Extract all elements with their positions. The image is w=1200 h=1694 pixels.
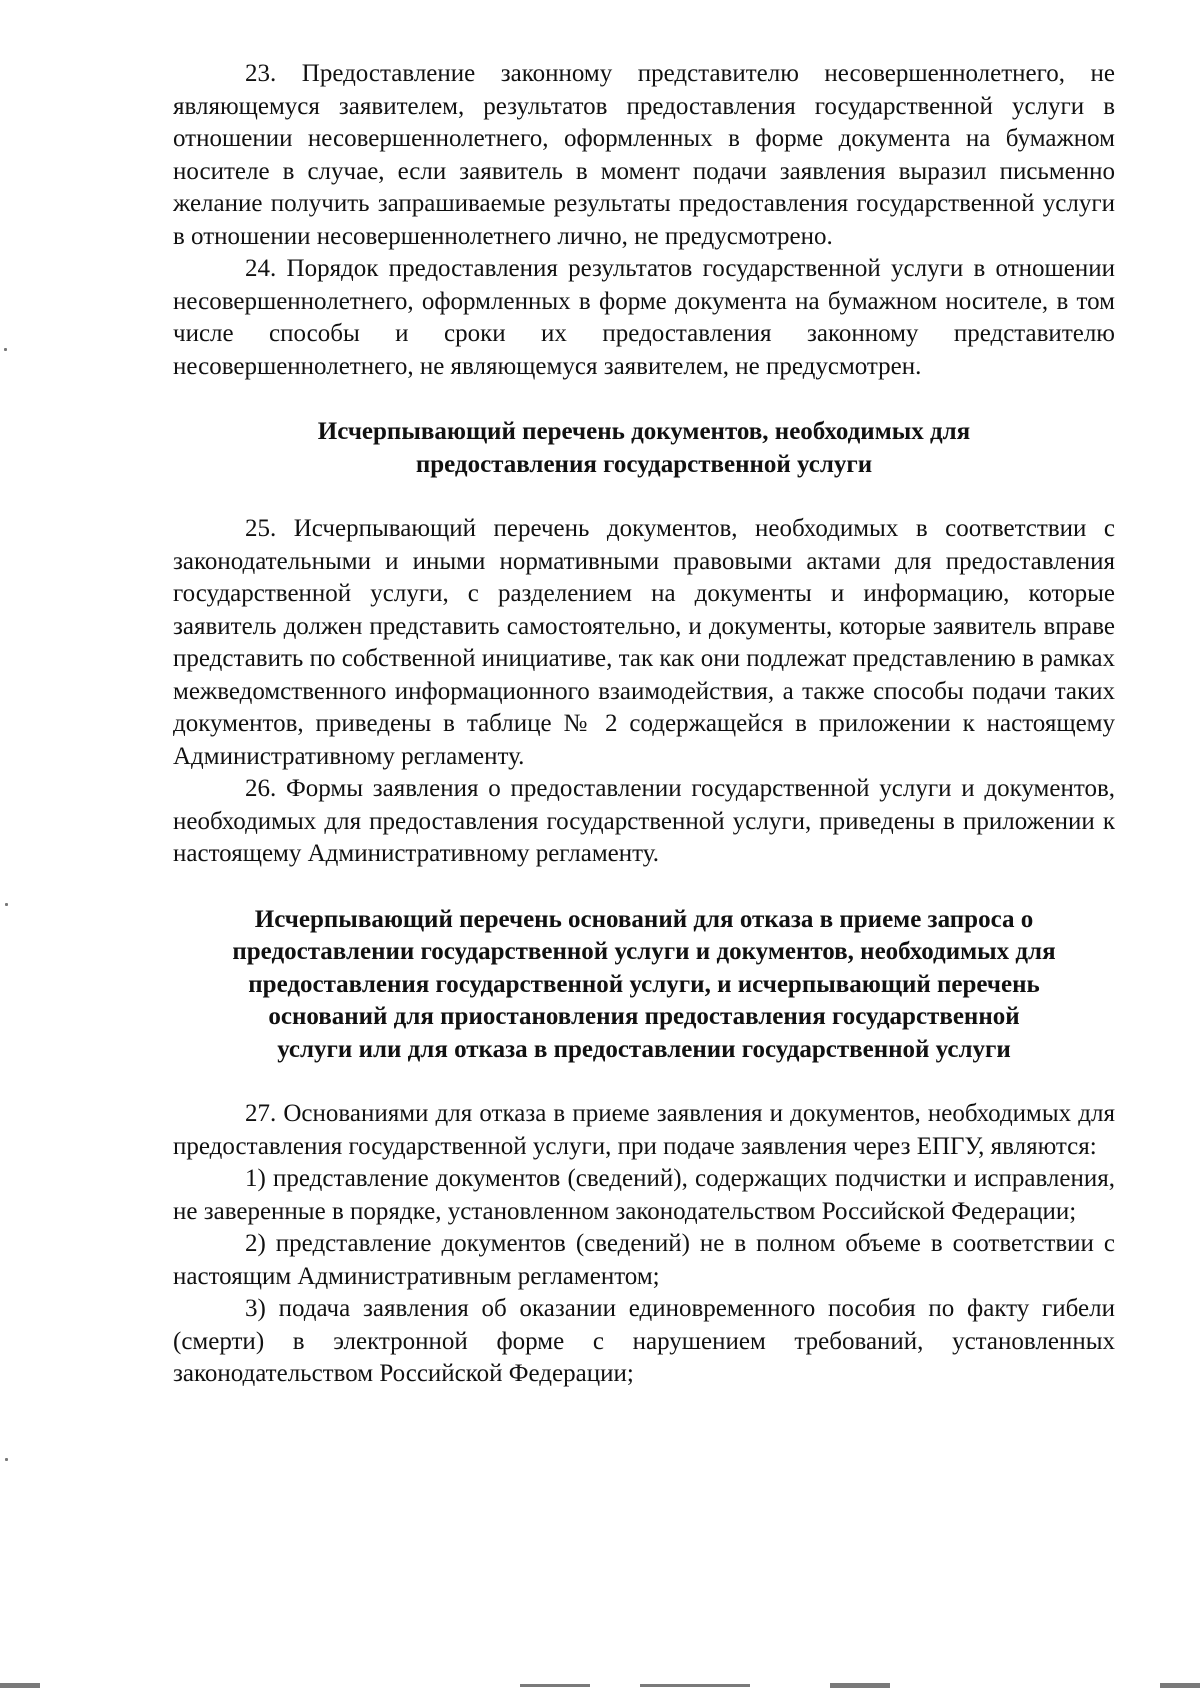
paragraph-24: 24. Порядок предоставления результатов государственной услуги в отношении несовершеннолетнего, оформленных в форме документа на бумажном носителе, в том числе способы и сроки их предоставления законному представителю несовершеннолетнего, не являющемуся заявителем, не предусмотрен.	[173, 255, 1115, 380]
heading-line: предоставления государственной услуги	[415, 450, 873, 478]
paragraph-26: 26. Формы заявления о предоставлении государственной услуги и документов, необходимых для предоставления государственной услуги, приведены в приложении к настоящему Административному регламенту.	[173, 775, 1115, 867]
list-item-1: 1) представление документов (сведений), содержащих подчистки и исправления, не заверенные в порядке, установленном законодательством Российской Федерации;	[173, 1165, 1115, 1225]
heading-line: предоставлении государственной услуги и документов, необходимых для	[232, 938, 1056, 965]
heading-line: Исчерпывающий перечень оснований для отказа в приеме запроса о	[254, 905, 1034, 933]
scan-speck	[5, 1458, 8, 1461]
scan-bottom-artifact	[0, 1674, 1200, 1694]
heading-line: предоставления государственной услуги, и исчерпывающий перечень	[248, 970, 1040, 998]
scan-speck	[4, 348, 7, 351]
heading-line: оснований для приостановления предоставления государственной	[268, 1003, 1020, 1030]
heading-line: Исчерпывающий перечень документов, необходимых для	[317, 418, 971, 445]
heading-line: услуги или для отказа в предоставлении государственной услуги	[277, 1035, 1011, 1063]
document-body	[173, 58, 1115, 1391]
section-heading-refusal-grounds	[173, 904, 1115, 1067]
scan-speck	[5, 903, 8, 906]
paragraph-27: 27. Основаниями для отказа в приеме заявления и документов, необходимых для предоставления государственной услуги, при подаче заявления через ЕПГУ, являются:	[173, 1100, 1115, 1160]
paragraph-25: 25. Исчерпывающий перечень документов, необходимых в соответствии с законодательными и иными нормативными правовыми актами для предоставления государственной услуги, с разделением на документы и информацию, которые заявитель должен представить самостоятельно, и документы, которые заявитель вправе представить по собственной инициативе, так как они подлежат представлению в рамках межведомственного информационного взаимодействия, а также способы подачи таких документов, приведены в таблице № 2 содержащейся в приложении к настоящему Административному регламенту.	[173, 515, 1115, 770]
section-heading-documents	[173, 416, 1115, 481]
list-item-2: 2) представление документов (сведений) не в полном объеме в соответствии с настоящим Административным регламентом;	[173, 1230, 1115, 1290]
paragraph-23: 23. Предоставление законному представителю несовершеннолетнего, не являющемуся заявителем, результатов предоставления государственной услуги в отношении несовершеннолетнего, оформленных в форме документа на бумажном носителе в случае, если заявитель в момент подачи заявления выразил письменно желание получить запрашиваемые результаты предоставления государственной услуги в отношении несовершеннолетнего лично, не предусмотрено.	[173, 60, 1115, 250]
list-item-3: 3) подача заявления об оказании единовременного пособия по факту гибели (смерти) в электронной форме с нарушением требований, установленных законодательством Российской Федерации;	[173, 1295, 1115, 1387]
